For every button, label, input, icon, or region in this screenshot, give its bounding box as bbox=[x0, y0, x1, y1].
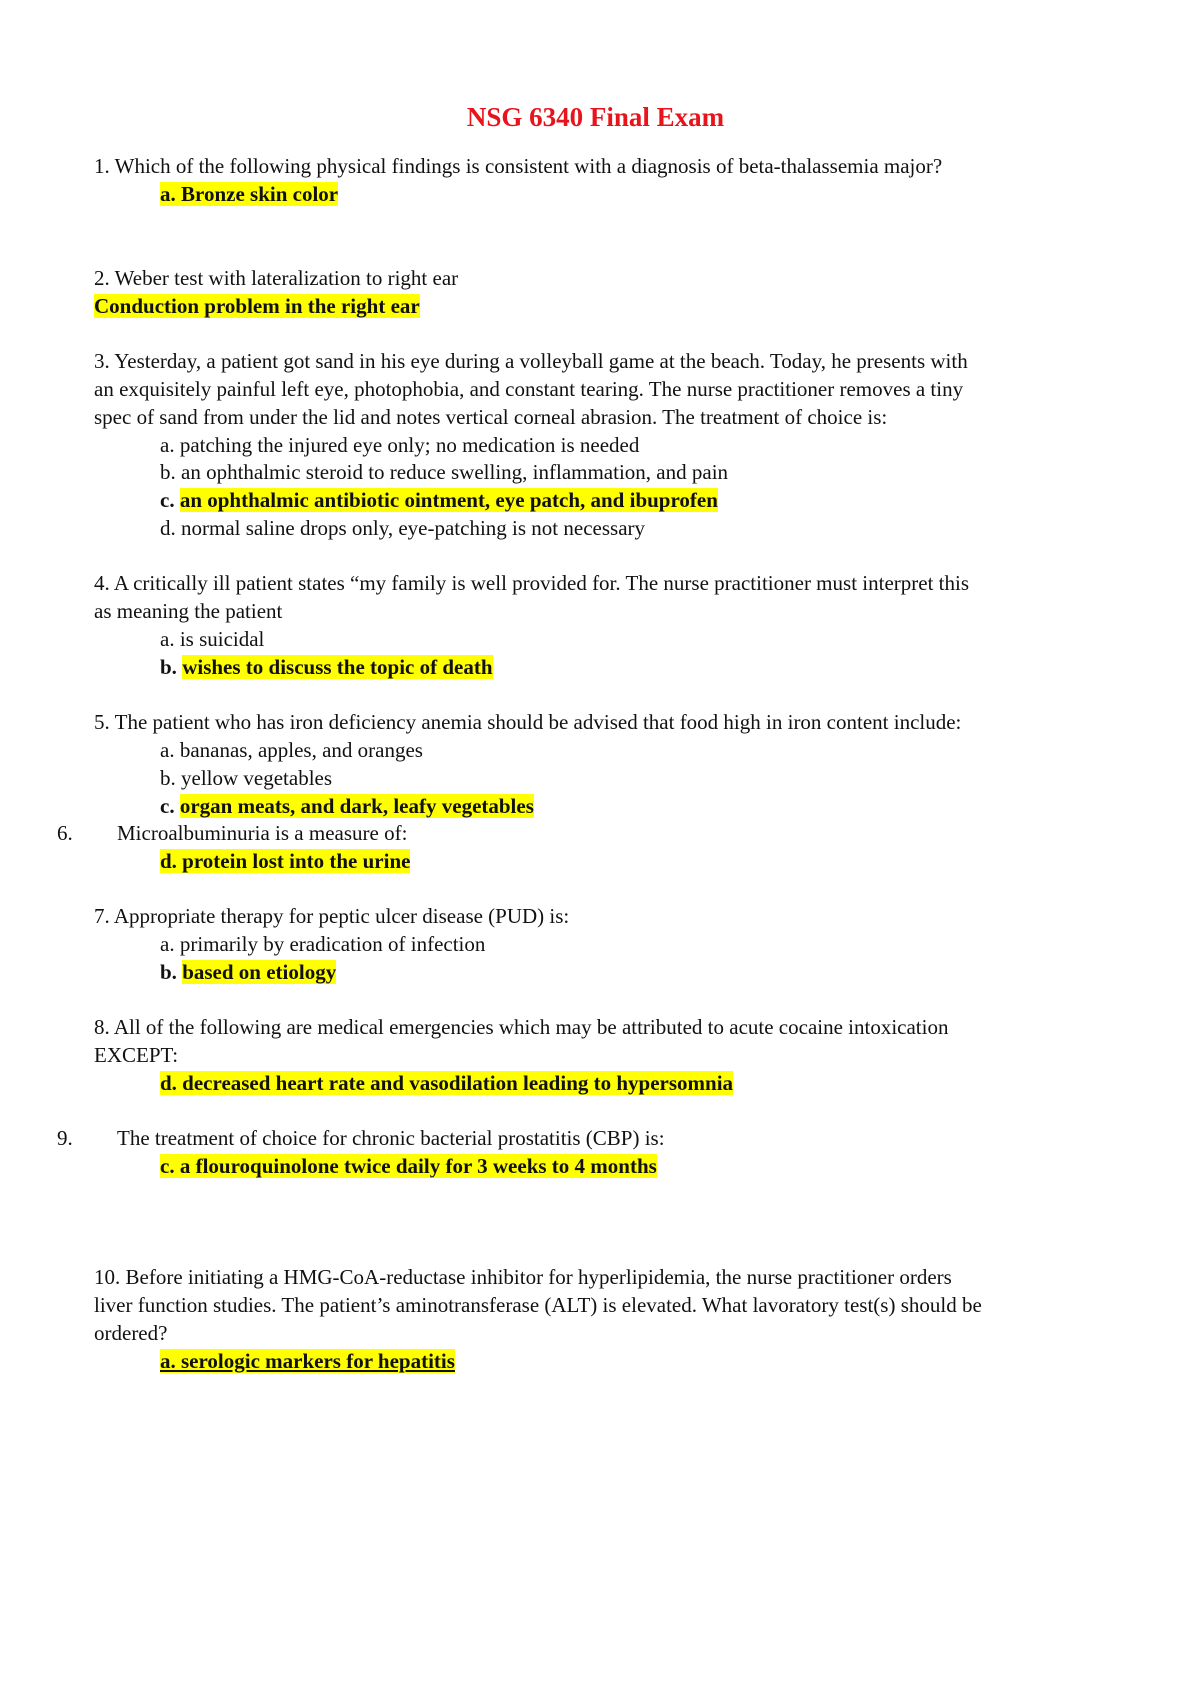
question-3-line-1: 3. Yesterday, a patient got sand in his eye during a volleyball game at the beach. Today, he presents with bbox=[94, 349, 968, 373]
answer-1-text: a. Bronze skin color bbox=[160, 182, 339, 206]
question-5-option-c-letter: c. bbox=[160, 794, 175, 818]
question-3-line-3: spec of sand from under the lid and notes vertical corneal abrasion. The treatment of choice is: bbox=[94, 405, 888, 429]
question-5: 5. The patient who has iron deficiency anemia should be advised that food high in iron content include: bbox=[94, 710, 962, 734]
question-7: 7. Appropriate therapy for peptic ulcer disease (PUD) is: bbox=[94, 904, 570, 928]
question-5-option-a: a. bananas, apples, and oranges bbox=[160, 738, 423, 762]
question-6-number: 6. bbox=[57, 821, 73, 845]
question-8-line-2: EXCEPT: bbox=[94, 1043, 179, 1067]
question-5-option-b: b. yellow vegetables bbox=[160, 766, 333, 790]
question-7-option-b bbox=[160, 958, 336, 986]
question-9: The treatment of choice for chronic bacterial prostatitis (CBP) is: bbox=[117, 1126, 665, 1150]
question-7-option-a: a. primarily by eradication of infection bbox=[160, 932, 486, 956]
question-4-option-b-letter: b. bbox=[160, 655, 177, 679]
question-7-option-b-letter: b. bbox=[160, 960, 177, 984]
answer-10 bbox=[160, 1347, 455, 1375]
answer-9 bbox=[160, 1152, 657, 1180]
question-4-option-b-text: wishes to discuss the topic of death bbox=[182, 655, 493, 679]
question-8-line-1: 8. All of the following are medical emergencies which may be attributed to acute cocaine intoxication bbox=[94, 1015, 949, 1039]
page-title: NSG 6340 Final Exam bbox=[466, 102, 725, 132]
answer-6-text: d. protein lost into the urine bbox=[160, 849, 411, 873]
question-10-line-2: liver function studies. The patient’s aminotransferase (ALT) is elevated. What lavoratory test(s) should be bbox=[94, 1293, 982, 1317]
question-5-option-c-text: organ meats, and dark, leafy vegetables bbox=[179, 794, 534, 818]
question-9-number: 9. bbox=[57, 1126, 73, 1150]
answer-9-text: c. a flouroquinolone twice daily for 3 weeks to 4 months bbox=[160, 1154, 657, 1178]
question-3-option-a: a. patching the injured eye only; no medication is needed bbox=[160, 433, 640, 457]
question-4-line-1: 4. A critically ill patient states “my family is well provided for. The nurse practitioner must interpret this bbox=[94, 571, 969, 595]
answer-1 bbox=[160, 180, 338, 208]
question-6: Microalbuminuria is a measure of: bbox=[117, 821, 408, 845]
question-3-option-c-text: an ophthalmic antibiotic ointment, eye patch, and ibuprofen bbox=[179, 488, 718, 512]
question-4-option-a: a. is suicidal bbox=[160, 627, 265, 651]
answer-6 bbox=[160, 847, 410, 875]
question-5-option-c bbox=[160, 792, 534, 820]
answer-2-text: Conduction problem in the right ear bbox=[94, 294, 420, 318]
question-4-line-2: as meaning the patient bbox=[94, 599, 283, 623]
question-10-line-1: 10. Before initiating a HMG-CoA-reductase inhibitor for hyperlipidemia, the nurse practitioner orders bbox=[94, 1265, 952, 1289]
question-4-option-b bbox=[160, 653, 493, 681]
answer-10-text: a. serologic markers for hepatitis bbox=[160, 1349, 455, 1373]
question-2: 2. Weber test with lateralization to right ear bbox=[94, 266, 459, 290]
answer-8 bbox=[160, 1069, 733, 1097]
question-1: 1. Which of the following physical findings is consistent with a diagnosis of beta-thalassemia major? bbox=[94, 154, 943, 178]
question-3-option-c-letter: c. bbox=[160, 488, 175, 512]
question-7-option-b-text: based on etiology bbox=[182, 960, 337, 984]
answer-2 bbox=[94, 292, 420, 320]
question-3-option-c bbox=[160, 486, 718, 514]
question-10-line-3: ordered? bbox=[94, 1321, 168, 1345]
answer-8-text: d. decreased heart rate and vasodilation leading to hypersomnia bbox=[160, 1071, 734, 1095]
question-3-option-d: d. normal saline drops only, eye-patching is not necessary bbox=[160, 516, 646, 540]
question-3-option-b: b. an ophthalmic steroid to reduce swelling, inflammation, and pain bbox=[160, 460, 729, 484]
question-3-line-2: an exquisitely painful left eye, photophobia, and constant tearing. The nurse practitioner removes a tiny bbox=[94, 377, 964, 401]
